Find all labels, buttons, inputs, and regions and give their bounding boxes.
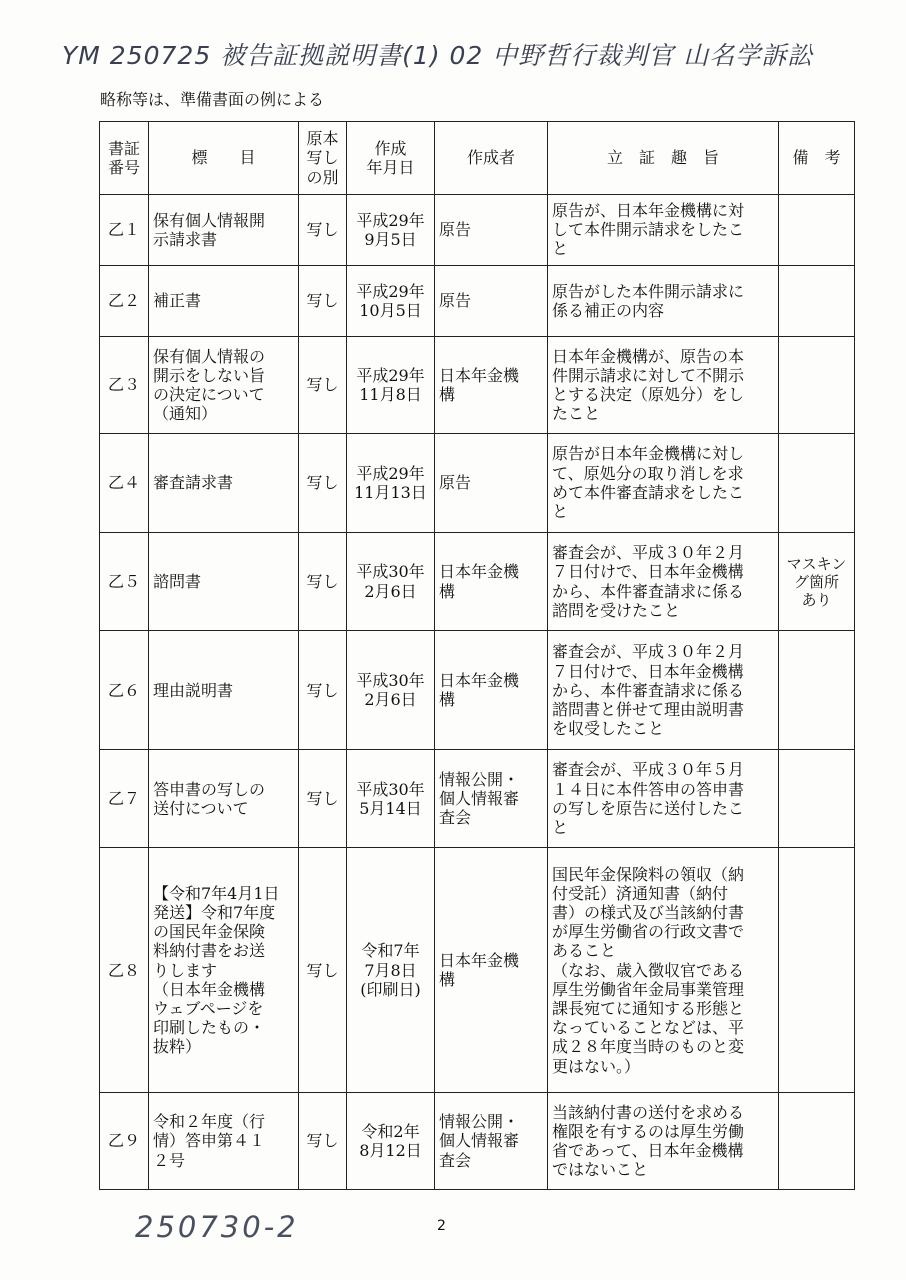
cell-evidence-number: 乙７ <box>100 750 149 848</box>
cell-line: 件開示請求に対して不開示 <box>552 365 745 385</box>
cell-line: たこと <box>552 404 601 424</box>
cell-author <box>435 532 548 631</box>
cell-line: 11月8日 <box>359 385 422 404</box>
cell-line: あること <box>552 941 617 961</box>
cell-line: 保有個人情報開 <box>153 210 266 230</box>
abbreviation-note: 略称等は、準備書面の例による <box>100 90 325 109</box>
handwritten-footer: 250730-2 <box>135 1210 299 1244</box>
cell-remarks <box>779 1093 855 1190</box>
cell-creation-date <box>347 750 435 848</box>
cell-line: （通知） <box>153 404 218 424</box>
cell-line: の国民年金保険 <box>153 922 266 942</box>
cell-line: 原告が、日本年金機構に対 <box>552 201 745 220</box>
cell-line: 諮問書 <box>153 571 202 591</box>
header-row <box>100 122 855 195</box>
header-line: 年月日 <box>366 158 415 177</box>
cell-line: 審査会が、平成３０年２月 <box>552 642 745 662</box>
cell-creation-date <box>347 1093 435 1190</box>
cell-creation-date <box>347 337 435 434</box>
header-line: 原本 <box>306 129 339 149</box>
cell-title <box>149 532 299 631</box>
cell-title <box>149 631 299 750</box>
cell-line: の写しを原告に送付したこ <box>552 798 745 818</box>
cell-line: 10月5日 <box>359 300 422 320</box>
cell-evidence-number: 乙８ <box>100 848 149 1093</box>
cell-author <box>435 1093 548 1190</box>
handwritten-header: YM 250725 被告証拠説明書(1) 02 中野哲行裁判官 山名学訴訟 <box>62 41 814 70</box>
evidence-table <box>99 121 855 1190</box>
cell-author <box>435 265 548 337</box>
cell-original-or-copy: 写し <box>299 433 347 532</box>
cell-purpose <box>548 337 779 434</box>
cell-line: 権限を有するのは厚生労働 <box>552 1121 745 1141</box>
cell-line: 審査会が、平成３０年５月 <box>552 760 745 780</box>
cell-line: 平成29年 <box>356 365 425 385</box>
cell-line: 原告 <box>439 473 472 493</box>
cell-line: とする決定（原処分）をし <box>552 385 745 404</box>
cell-line: から、本件審査請求に係る <box>552 680 745 700</box>
cell-line: 令和7年 <box>361 941 420 961</box>
cell-line: て、原処分の取り消しを求 <box>552 463 744 483</box>
cell-author <box>435 433 548 532</box>
cell-line: 厚生労働省年金局事業管理 <box>552 979 745 999</box>
cell-line: １４日に本件答申の答申書 <box>552 779 745 799</box>
cell-line: 答申書の写しの <box>153 779 266 799</box>
cell-line: 諮問を受けたこと <box>552 600 681 620</box>
cell-line: 日本年金機 <box>439 365 520 385</box>
cell-remarks <box>779 848 855 1093</box>
header-line: 写し <box>306 148 339 168</box>
cell-remarks <box>779 631 855 750</box>
cell-purpose <box>548 848 779 1093</box>
header-author: 作成者 <box>435 122 548 195</box>
cell-original-or-copy: 写し <box>299 532 347 631</box>
cell-evidence-number: 乙５ <box>100 532 149 631</box>
cell-line: 当該納付書の送付を求める <box>552 1102 745 1122</box>
cell-line: 日本年金機 <box>439 671 520 691</box>
cell-line: から、本件審査請求に係る <box>552 581 745 601</box>
cell-creation-date <box>347 532 435 631</box>
cell-creation-date <box>347 848 435 1093</box>
cell-line: 平成30年 <box>356 671 425 691</box>
cell-line: 諮問書と併せて理由説明書 <box>552 700 745 720</box>
cell-title <box>149 433 299 532</box>
cell-line: 平成29年 <box>356 463 425 483</box>
cell-line: と <box>552 239 569 259</box>
cell-remarks <box>779 532 855 631</box>
cell-line: 令和2年 <box>361 1121 420 1141</box>
header-evidence-number <box>100 122 149 195</box>
header-remarks: 備 考 <box>779 122 855 195</box>
cell-line: の決定について <box>153 385 265 404</box>
cell-line: 原告が日本年金機構に対し <box>552 444 745 464</box>
cell-line: 2月6日 <box>364 690 417 710</box>
page-number: 2 <box>437 1218 446 1234</box>
cell-line: あり <box>801 590 832 609</box>
cell-purpose <box>548 631 779 750</box>
cell-evidence-number: 乙９ <box>100 1093 149 1190</box>
cell-line: なっていることなどは、平 <box>552 1018 745 1038</box>
cell-evidence-number: 乙２ <box>100 265 149 337</box>
cell-line: 構 <box>439 385 456 404</box>
cell-purpose <box>548 750 779 848</box>
cell-line: 平成29年 <box>356 281 425 301</box>
cell-line: （なお、歳入徴収官である <box>552 960 745 980</box>
cell-line: 課長宛てに通知する形態と <box>552 998 745 1018</box>
cell-line: 保有個人情報の <box>153 346 266 366</box>
cell-line: 理由説明書 <box>153 680 234 700</box>
cell-line: 2月6日 <box>364 581 417 601</box>
cell-line: 【令和7年4月1日 <box>153 883 280 903</box>
cell-line: 平成29年 <box>356 210 425 230</box>
cell-author <box>435 750 548 848</box>
cell-line: マスキン <box>786 554 847 573</box>
cell-line: 発送】令和7年度 <box>153 903 276 923</box>
cell-line: 送付について <box>153 798 249 818</box>
cell-line: ７日付けで、日本年金機構 <box>552 661 744 681</box>
header-original-or-copy <box>299 122 347 195</box>
cell-title <box>149 195 299 266</box>
cell-title <box>149 848 299 1093</box>
cell-line: と <box>552 817 569 837</box>
cell-line: 料納付書をお送 <box>153 941 266 961</box>
cell-creation-date <box>347 631 435 750</box>
cell-line: 日本年金機 <box>439 562 520 582</box>
cell-line: (印刷日) <box>360 979 421 999</box>
cell-line: 審査会が、平成３０年２月 <box>552 543 745 563</box>
table-row <box>100 750 855 848</box>
cell-original-or-copy: 写し <box>299 195 347 266</box>
cell-line: 個人情報審 <box>439 789 520 809</box>
cell-creation-date <box>347 433 435 532</box>
cell-line: 原告がした本件開示請求に <box>552 281 745 301</box>
cell-line: 構 <box>439 690 456 710</box>
table-row <box>100 631 855 750</box>
cell-evidence-number: 乙１ <box>100 195 149 266</box>
cell-line: グ箇所 <box>793 572 839 591</box>
cell-line: 8月12日 <box>359 1141 422 1161</box>
cell-line: 情報公開・ <box>439 1112 520 1132</box>
cell-purpose <box>548 195 779 266</box>
header-line: 作成 <box>374 138 407 158</box>
cell-line: ７日付けで、日本年金機構 <box>552 562 744 582</box>
cell-line: 日本年金機構が、原告の本 <box>552 346 745 366</box>
cell-original-or-copy: 写し <box>299 1093 347 1190</box>
cell-line: 7月8日 <box>364 960 417 980</box>
cell-evidence-number: 乙３ <box>100 337 149 434</box>
cell-author <box>435 337 548 434</box>
cell-evidence-number: 乙４ <box>100 433 149 532</box>
cell-original-or-copy: 写し <box>299 631 347 750</box>
table-row <box>100 532 855 631</box>
cell-line: 書）の様式及び当該納付書 <box>552 903 745 923</box>
header-line: 番号 <box>107 158 140 177</box>
cell-creation-date <box>347 195 435 266</box>
cell-line: が厚生労働省の行政文書で <box>552 922 745 942</box>
cell-purpose <box>548 265 779 337</box>
cell-line: を収受したこと <box>552 719 665 739</box>
cell-line: 構 <box>439 970 456 990</box>
header-line: の別 <box>306 167 339 187</box>
cell-purpose <box>548 1093 779 1190</box>
cell-title <box>149 337 299 434</box>
cell-author <box>435 848 548 1093</box>
cell-line: 11月13日 <box>354 482 427 502</box>
cell-line: 5月14日 <box>359 798 422 818</box>
cell-line: 成２８年度当時のものと変 <box>552 1037 745 1057</box>
table-row <box>100 848 855 1093</box>
cell-title <box>149 265 299 337</box>
cell-line: 原告 <box>439 291 472 311</box>
cell-title <box>149 1093 299 1190</box>
cell-original-or-copy: 写し <box>299 265 347 337</box>
table-row <box>100 1093 855 1190</box>
cell-line: 示請求書 <box>153 229 218 249</box>
cell-remarks <box>779 433 855 532</box>
cell-line: 抜粋） <box>153 1037 202 1057</box>
cell-remarks <box>779 337 855 434</box>
cell-author <box>435 631 548 750</box>
cell-line: 補正書 <box>153 291 202 311</box>
cell-line: 国民年金保険料の領収（納 <box>552 864 745 884</box>
cell-line: 原告 <box>439 220 472 240</box>
table-row <box>100 195 855 266</box>
cell-line: （日本年金機構 <box>153 979 266 999</box>
cell-title <box>149 750 299 848</box>
cell-line: 開示をしない旨 <box>153 365 266 385</box>
cell-line: 構 <box>439 581 456 601</box>
cell-line: ２号 <box>153 1150 186 1170</box>
table-body <box>100 195 855 1190</box>
cell-line: めて本件審査請求をしたこ <box>552 482 745 502</box>
cell-remarks <box>779 265 855 337</box>
header-line: 書証 <box>107 138 140 158</box>
cell-evidence-number: 乙６ <box>100 631 149 750</box>
cell-line: ウェブページを <box>153 998 264 1018</box>
cell-remarks <box>779 750 855 848</box>
cell-line: 査会 <box>439 808 472 828</box>
cell-line: 9月5日 <box>364 229 417 249</box>
cell-line: 省であって、日本年金機構 <box>552 1141 744 1161</box>
cell-remarks <box>779 195 855 266</box>
cell-line: 日本年金機 <box>439 950 520 970</box>
cell-line: 令和２年度（行 <box>153 1112 266 1132</box>
cell-line: 査会 <box>439 1150 472 1170</box>
cell-purpose <box>548 433 779 532</box>
cell-line: 平成30年 <box>356 779 425 799</box>
cell-line: 個人情報審 <box>439 1131 520 1151</box>
cell-line: 情報公開・ <box>439 770 520 790</box>
cell-line: 更はない。） <box>552 1056 641 1076</box>
cell-line: 審査請求書 <box>153 473 234 493</box>
cell-line: 係る補正の内容 <box>552 300 665 320</box>
cell-line: 付受託）済通知書（納付 <box>552 883 729 903</box>
cell-creation-date <box>347 265 435 337</box>
cell-line: 情）答申第４１ <box>153 1131 266 1151</box>
cell-line: りします <box>153 960 218 980</box>
cell-line: して本件開示請求をしたこ <box>552 220 745 240</box>
header-creation-date <box>347 122 435 195</box>
table-row <box>100 265 855 337</box>
cell-line: 印刷したもの・ <box>153 1018 266 1038</box>
cell-author <box>435 195 548 266</box>
cell-original-or-copy: 写し <box>299 848 347 1093</box>
cell-original-or-copy: 写し <box>299 337 347 434</box>
header-purpose: 立 証 趣 旨 <box>548 122 779 195</box>
cell-line: ではないこと <box>552 1160 649 1180</box>
cell-original-or-copy: 写し <box>299 750 347 848</box>
cell-line: と <box>552 501 569 521</box>
header-title: 標 目 <box>149 122 299 195</box>
table-row <box>100 433 855 532</box>
table-row <box>100 337 855 434</box>
cell-line: 平成30年 <box>356 562 425 582</box>
cell-purpose <box>548 532 779 631</box>
